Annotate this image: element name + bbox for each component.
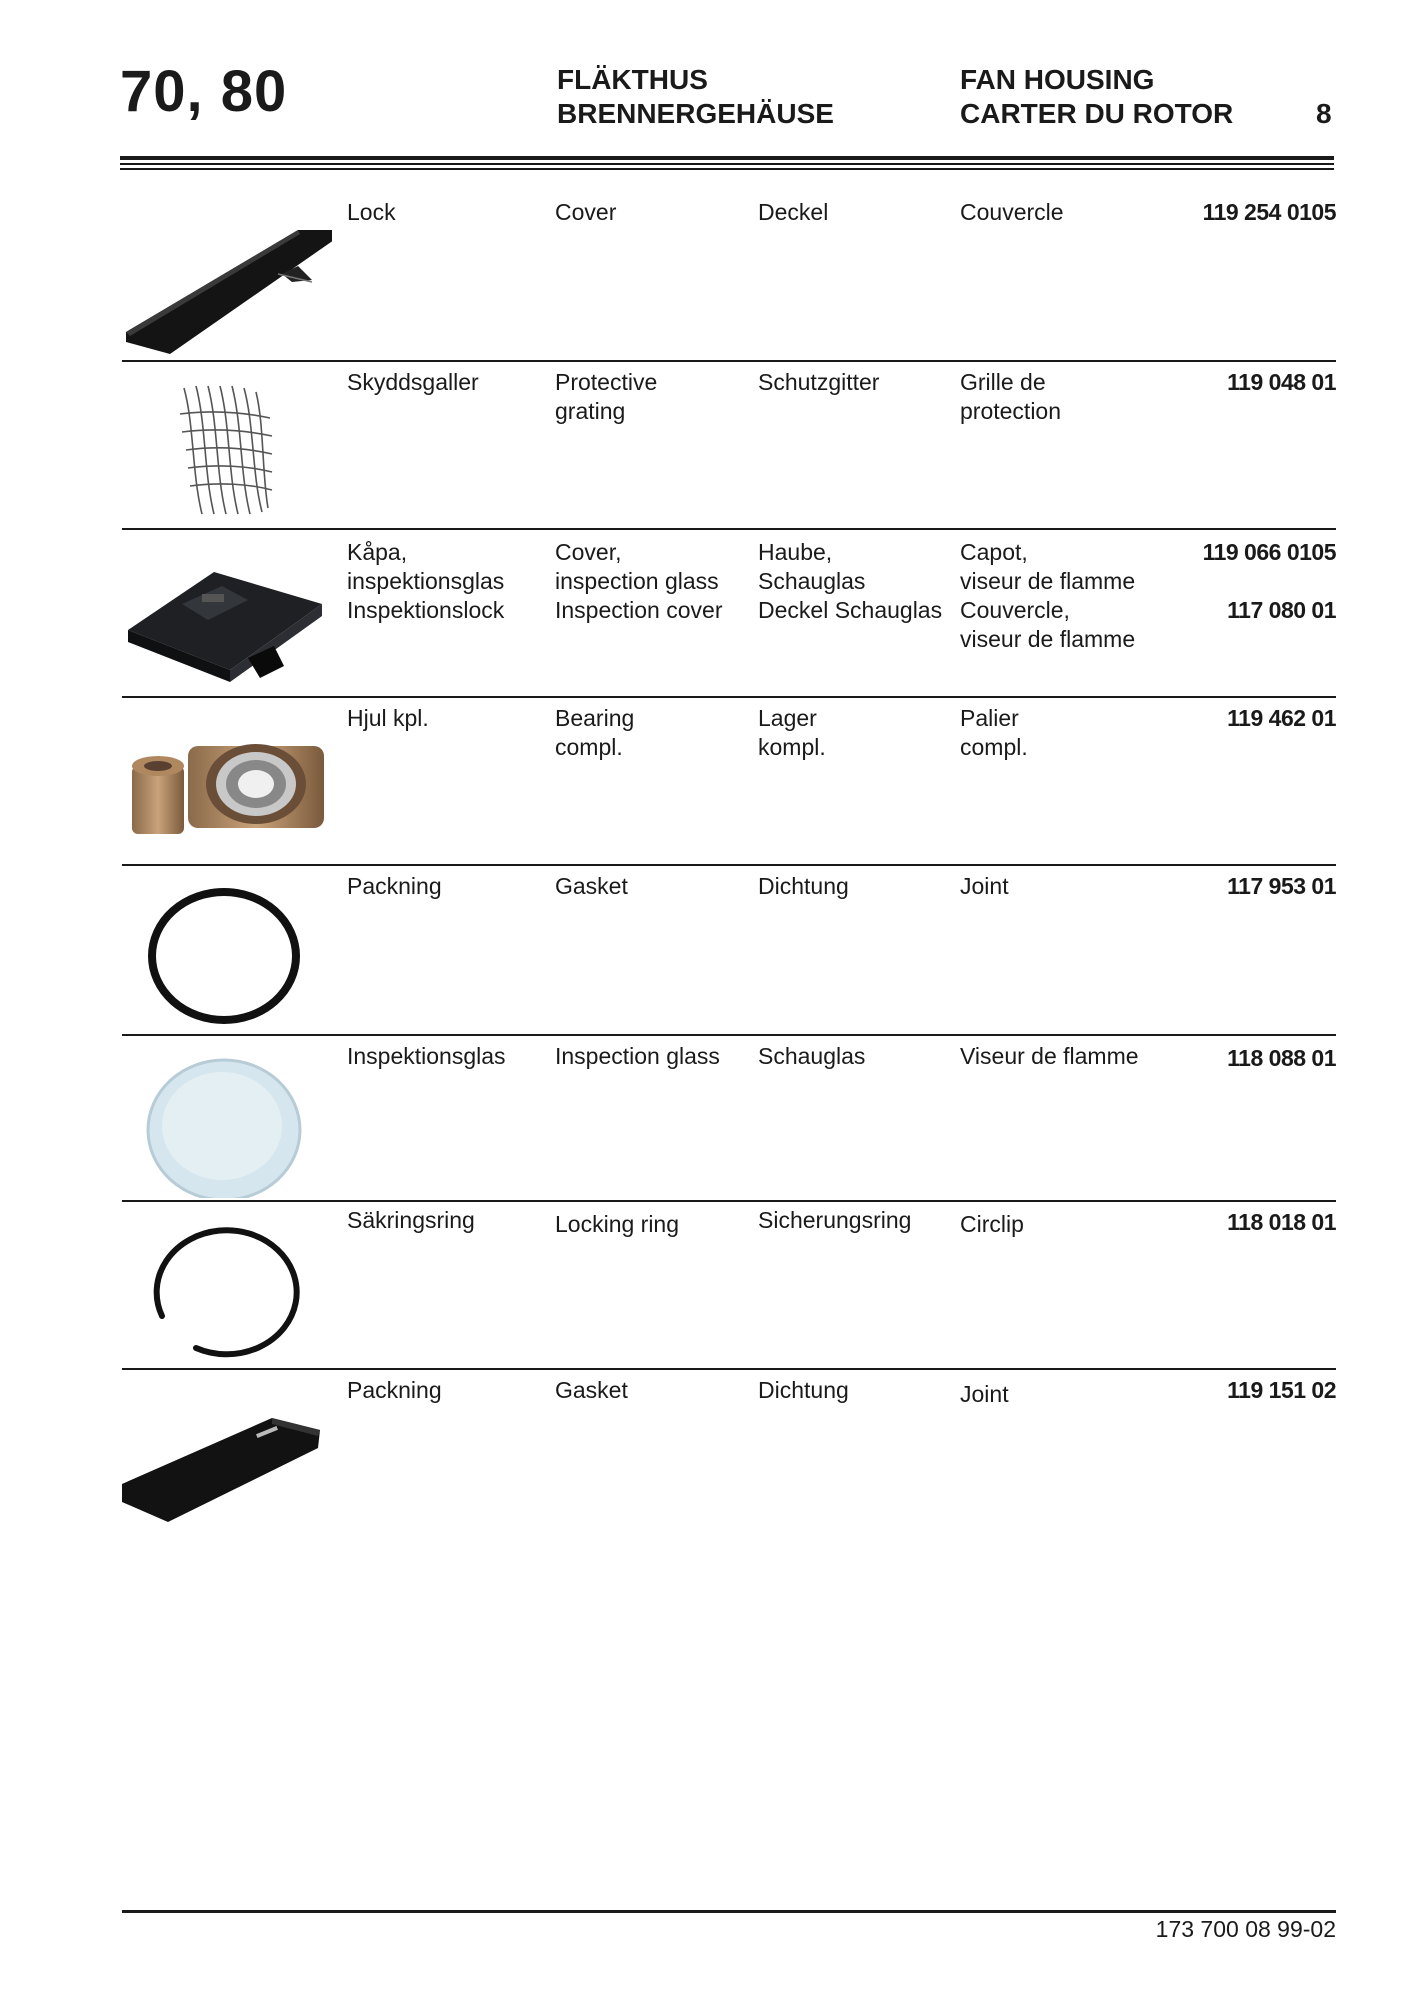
protective-grating-icon [122, 374, 332, 524]
header-rule-1 [120, 156, 1334, 160]
part-name-en: Inspection glass [555, 1043, 720, 1069]
part-name-fr: Palier compl. [960, 705, 1028, 760]
row-divider [122, 1368, 1336, 1370]
page-number: 8 [1316, 98, 1332, 129]
part-name-de: Schutzgitter [758, 369, 880, 395]
part-name-fr: Capot, viseur de flamme Couvercle, viseur de flamme [960, 539, 1136, 652]
part-name-en: Gasket [555, 1377, 628, 1403]
part-number: 118 018 01 [1227, 1209, 1336, 1235]
part-name-fr: Joint [960, 1381, 1009, 1407]
part-name-sv: Hjul kpl. [347, 705, 429, 731]
cover-plate-icon [122, 204, 332, 354]
inspection-glass-icon [122, 1048, 332, 1198]
row-divider [122, 1034, 1336, 1036]
part-name-de: Sicherungsring [758, 1207, 912, 1233]
part-number: 119 462 01 [1227, 705, 1336, 731]
part-name-en: Cover [555, 199, 617, 225]
part-name-de: Schauglas [758, 1043, 866, 1069]
bearing-icon [122, 710, 332, 860]
part-number: 119 151 02 [1227, 1377, 1336, 1403]
part-number: 119 066 0105 117 080 01 [1202, 539, 1336, 623]
part-name-de: Haube, Schauglas Deckel Schauglas [758, 539, 943, 623]
part-name-sv: Skyddsgaller [347, 369, 479, 395]
part-number: 118 088 01 [1227, 1045, 1336, 1071]
part-name-en: Cover, inspection glass Inspection cover [555, 539, 723, 623]
part-name-de: Dichtung [758, 873, 849, 899]
title-french: CARTER DU ROTOR [960, 98, 1234, 129]
part-name-sv: Lock [347, 199, 396, 225]
row-divider [122, 696, 1336, 698]
header-rule-3 [120, 168, 1334, 170]
title-english: FAN HOUSING [960, 64, 1155, 95]
circlip-icon [122, 1214, 332, 1364]
part-name-fr: Grille de protection [960, 369, 1062, 424]
title-swedish: FLÄKTHUS [557, 64, 708, 95]
part-name-en: Bearing compl. [555, 705, 635, 760]
part-name-fr: Couvercle [960, 199, 1064, 225]
row-divider [122, 528, 1336, 530]
model-number: 70, 80 [120, 59, 288, 124]
inspection-cover-icon [122, 542, 332, 692]
part-name-sv: Packning [347, 1377, 442, 1403]
part-name-fr: Viseur de flamme [960, 1043, 1139, 1069]
row-divider [122, 1200, 1336, 1202]
part-name-de: Dichtung [758, 1377, 849, 1403]
row-divider [122, 864, 1336, 866]
part-name-sv: Kåpa, inspektionsglas Inspektionslock [347, 539, 505, 623]
row-divider [122, 360, 1336, 362]
gasket-ring-icon [122, 878, 332, 1028]
part-number: 119 048 01 [1227, 369, 1336, 395]
part-name-sv: Säkringsring [347, 1207, 475, 1233]
part-name-de: Lager kompl. [758, 705, 826, 760]
part-name-sv: Packning [347, 873, 442, 899]
part-name-en: Locking ring [555, 1211, 680, 1237]
gasket-strip-icon [122, 1382, 332, 1532]
part-name-de: Deckel [758, 199, 829, 225]
part-number: 117 953 01 [1227, 873, 1336, 899]
part-name-sv: Inspektionsglas [347, 1043, 506, 1069]
part-number: 119 254 0105 [1202, 199, 1336, 225]
header-rule-2 [120, 163, 1334, 165]
part-name-en: Gasket [555, 873, 628, 899]
part-name-fr: Circlip [960, 1211, 1024, 1237]
part-name-en: Protective grating [555, 369, 658, 424]
document-number: 173 700 08 99-02 [1155, 1916, 1336, 1942]
footer-rule [122, 1910, 1336, 1913]
title-german: BRENNERGEHÄUSE [557, 98, 834, 129]
part-name-fr: Joint [960, 873, 1009, 899]
